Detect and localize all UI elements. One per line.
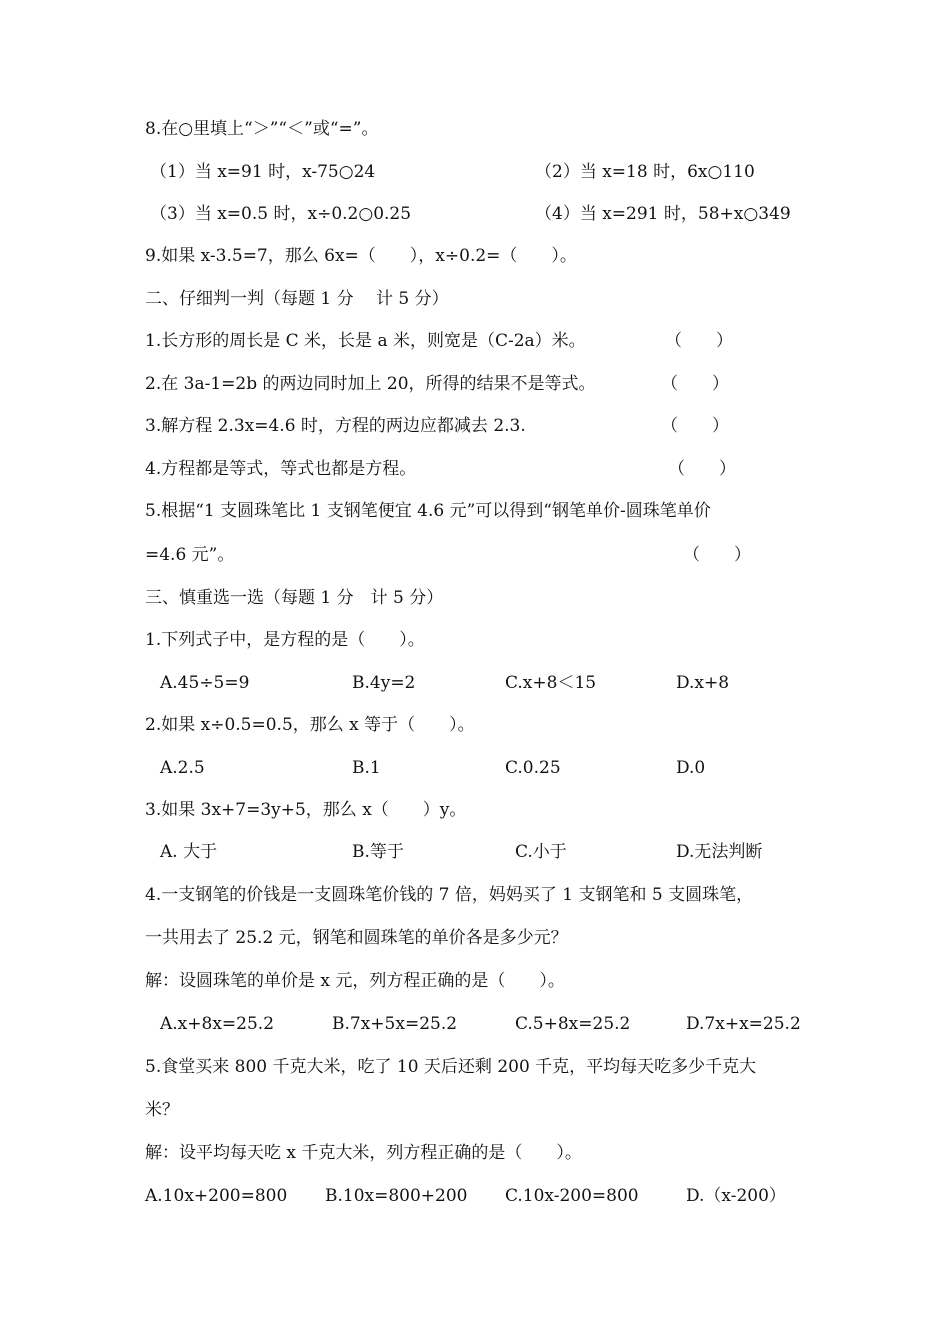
section3-heading: 三、慎重选一选（每题 1 分 计 5 分） xyxy=(145,588,444,608)
q8-title: 8.在○里填上“＞”“＜”或“=”。 xyxy=(145,119,379,139)
q9-text: 9.如果 x-3.5=7，那么 6x=（ ），x÷0.2=（ ）。 xyxy=(145,246,577,266)
choice-q4-option-b[interactable]: B.7x+5x=25.2 xyxy=(332,1014,458,1034)
choice-q3-option-d[interactable]: D.无法判断 xyxy=(676,842,763,862)
choice-q5-option-d[interactable]: D.（x-200） xyxy=(686,1186,786,1206)
choice-q2-option-a[interactable]: A.2.5 xyxy=(160,758,205,778)
choice-q4-option-a[interactable]: A.x+8x=25.2 xyxy=(160,1014,275,1034)
judge-item-2: 2.在 3a-1=2b 的两边同时加上 20，所得的结果不是等式。 xyxy=(145,374,596,394)
choice-q4-stem-line1: 4.一支钢笔的价钱是一支圆珠笔价钱的 7 倍，妈妈买了 1 支钢笔和 5 支圆珠笔， xyxy=(145,885,754,905)
choice-q3-option-c[interactable]: C.小于 xyxy=(515,842,567,862)
judge-item-1: 1.长方形的周长是 C 米，长是 a 米，则宽是（C-2a）米。 xyxy=(145,331,586,351)
choice-q5-solve: 解：设平均每天吃 x 千克大米，列方程正确的是（ ）。 xyxy=(145,1143,582,1163)
choice-q2-option-d[interactable]: D.0 xyxy=(676,758,706,778)
choice-q1-option-d[interactable]: D.x+8 xyxy=(676,673,730,693)
section2-heading: 二、仔细判一判（每题 1 分 计 5 分） xyxy=(145,289,449,309)
q8-item-1: （1）当 x=91 时，x-75○24 xyxy=(150,162,376,182)
choice-q2-stem: 2.如果 x÷0.5=0.5，那么 x 等于（ ）。 xyxy=(145,715,475,735)
choice-q4-stem-line2: 一共用去了 25.2 元，钢笔和圆珠笔的单价各是多少元？ xyxy=(145,928,568,948)
choice-q5-stem-line1: 5.食堂买来 800 千克大米，吃了 10 天后还剩 200 千克，平均每天吃多少千克大 xyxy=(145,1057,757,1077)
judge-item-5: 5.根据“1 支圆珠笔比 1 支钢笔便宜 4.6 元”可以得到“钢笔单价-圆珠笔单价 xyxy=(145,501,711,521)
choice-q5-option-b[interactable]: B.10x=800+200 xyxy=(325,1186,468,1206)
choice-q1-option-a[interactable]: A.45÷5=9 xyxy=(160,673,250,693)
judge-item-5-cont: =4.6 元”。 xyxy=(145,545,235,565)
judge-answer-blank-4[interactable]: （ ） xyxy=(668,459,736,479)
judge-answer-blank-5[interactable]: （ ） xyxy=(683,545,751,565)
choice-q1-stem: 1.下列式子中，是方程的是（ ）。 xyxy=(145,630,425,650)
judge-item-3: 3.解方程 2.3x=4.6 时，方程的两边应都减去 2.3. xyxy=(145,416,526,436)
choice-q5-option-a[interactable]: A.10x+200=800 xyxy=(145,1186,288,1206)
choice-q5-stem-line2: 米？ xyxy=(145,1100,179,1120)
choice-q3-option-a[interactable]: A. 大于 xyxy=(160,842,218,862)
choice-q5-option-c[interactable]: C.10x-200=800 xyxy=(505,1186,639,1206)
judge-item-4: 4.方程都是等式，等式也都是方程。 xyxy=(145,459,417,479)
choice-q4-option-c[interactable]: C.5+8x=25.2 xyxy=(515,1014,631,1034)
q8-item-2: （2）当 x=18 时，6x○110 xyxy=(535,162,755,182)
choice-q1-option-b[interactable]: B.4y=2 xyxy=(352,673,416,693)
judge-answer-blank-2[interactable]: （ ） xyxy=(661,374,729,394)
choice-q2-option-c[interactable]: C.0.25 xyxy=(505,758,561,778)
choice-q3-option-b[interactable]: B.等于 xyxy=(352,842,404,862)
choice-q3-stem: 3.如果 3x+7=3y+5，那么 x（ ）y。 xyxy=(145,800,467,820)
q8-item-4: （4）当 x=291 时，58+x○349 xyxy=(535,204,791,224)
judge-answer-blank-1[interactable]: （ ） xyxy=(665,331,733,351)
q8-item-3: （3）当 x=0.5 时，x÷0.2○0.25 xyxy=(150,204,412,224)
choice-q1-option-c[interactable]: C.x+8＜15 xyxy=(505,673,597,693)
choice-q2-option-b[interactable]: B.1 xyxy=(352,758,381,778)
choice-q4-solve: 解：设圆珠笔的单价是 x 元，列方程正确的是（ ）。 xyxy=(145,971,565,991)
judge-answer-blank-3[interactable]: （ ） xyxy=(661,416,729,436)
choice-q4-option-d[interactable]: D.7x+x=25.2 xyxy=(686,1014,801,1034)
